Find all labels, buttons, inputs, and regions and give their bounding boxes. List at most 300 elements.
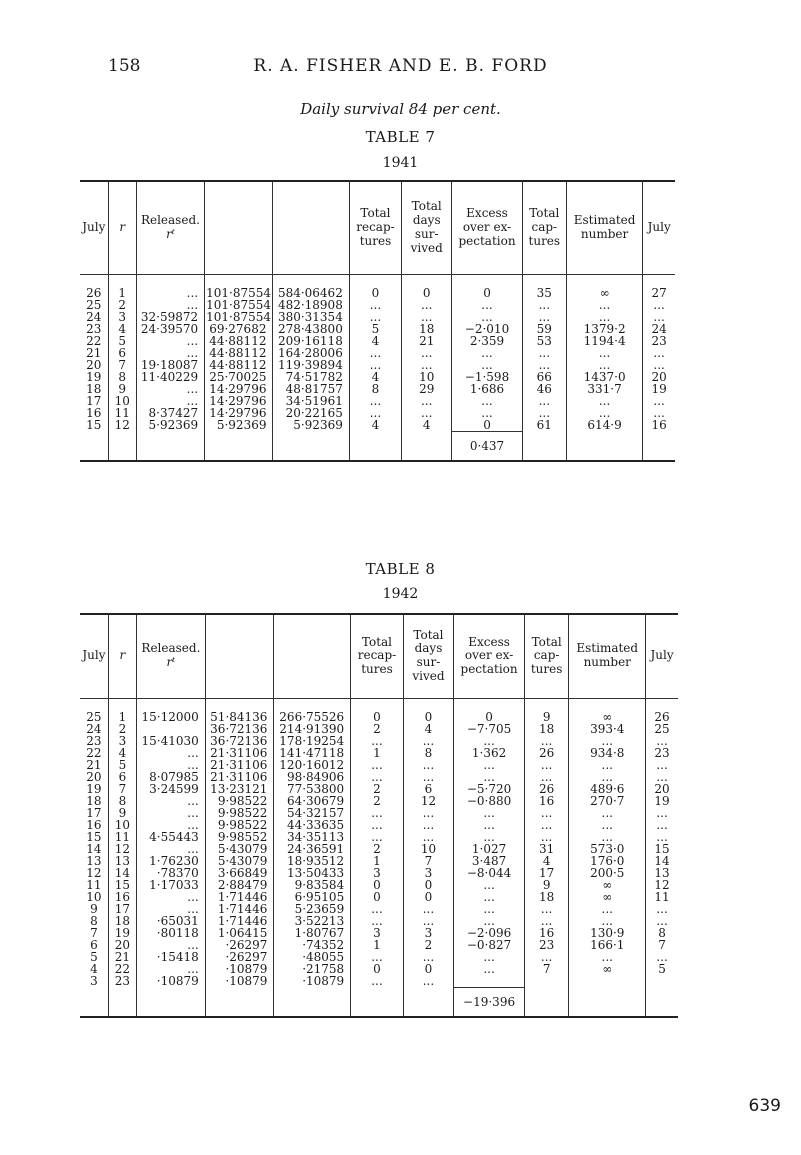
table-cell: ... [481, 345, 493, 360]
table-cell: 14 [114, 865, 131, 880]
table-cell: ... [187, 793, 199, 808]
table8-year: 1942 [382, 586, 419, 602]
table-cell: ... [481, 357, 493, 372]
table-cell: ... [369, 357, 382, 372]
table-cell: 164·28006 [277, 345, 343, 360]
table-cell: ... [540, 769, 553, 784]
table-cell: ... [420, 357, 433, 372]
table-cell: 3 [424, 925, 433, 940]
table-cell: 15 [114, 877, 131, 892]
table-cell: 22 [86, 745, 102, 760]
header-days: Total days sur-vived [402, 181, 452, 274]
column-july [80, 711, 108, 988]
table-cell: 7 [424, 853, 433, 868]
table-cell: 270·7 [590, 793, 625, 808]
table-cell: 0 [483, 285, 491, 300]
table-cell: 24·36591 [286, 841, 345, 856]
table-cell: 18 [419, 321, 435, 336]
table-cell: ... [422, 733, 435, 748]
column-est [566, 287, 642, 432]
table-cell: 7 [658, 937, 666, 952]
table-cell: 24 [651, 321, 667, 336]
table-cell: 1·686 [469, 381, 505, 396]
table-cell: 59 [536, 321, 552, 336]
empty-cell [274, 987, 351, 1017]
table-cell: 266·75526 [279, 709, 345, 724]
table-cell: 61 [536, 417, 552, 432]
table-cell: ... [369, 309, 382, 324]
table-cell: 12 [420, 793, 437, 808]
table-cell: 23 [539, 937, 555, 952]
table-cell: ... [540, 757, 553, 772]
table-cell: 18 [539, 889, 555, 904]
table-cell: 176·0 [590, 853, 625, 868]
table-cell: 101·87554 [206, 285, 272, 300]
table-cell: 9·83584 [294, 877, 345, 892]
table-cell: 5·43079 [217, 841, 268, 856]
table-cell: ... [483, 757, 495, 772]
table-cell: 16 [114, 889, 131, 904]
table-cell: 9·98552 [217, 829, 268, 844]
table-cell: ... [422, 949, 435, 964]
header-july: July [80, 614, 108, 698]
spacer-cell [205, 698, 274, 711]
table-cell: ... [538, 405, 551, 420]
table-cell: 3·24599 [149, 781, 199, 796]
table-cell: 3·66849 [217, 865, 268, 880]
table-cell: ... [483, 829, 495, 844]
table-cell: −0·880 [466, 793, 512, 808]
excess-total: 0·437 [452, 431, 522, 461]
table-cell: ... [422, 973, 435, 988]
table-cell: 16 [86, 405, 102, 420]
table-cell: ... [656, 805, 668, 820]
table-cell: 18 [114, 913, 131, 928]
table-cell: 3 [118, 733, 127, 748]
table-cell: 13 [654, 865, 670, 880]
table-cell: 2 [373, 841, 381, 856]
empty-cell [522, 431, 566, 461]
table-cell: 20 [86, 357, 102, 372]
table-cell: ... [540, 805, 553, 820]
empty-cell [566, 431, 642, 461]
table-cell: 2 [424, 937, 433, 952]
table-cell: 32·59872 [140, 309, 199, 324]
table-cell: 27 [651, 285, 667, 300]
spacer-cell [454, 698, 525, 711]
table-cell: 8 [118, 369, 127, 384]
table-cell: 11·40229 [140, 369, 199, 384]
table-cell: 21 [86, 345, 102, 360]
table-cell: ... [601, 901, 613, 916]
table-cell: 19 [86, 369, 102, 384]
table-cell: ... [187, 757, 199, 772]
table-cell: 16 [539, 793, 555, 808]
table-cell: 7 [542, 961, 551, 976]
table-cell: 20 [114, 937, 131, 952]
table-cell: 24 [86, 721, 102, 736]
table-cell: ... [540, 949, 553, 964]
table-cell: 2 [373, 781, 381, 796]
table-cell: ... [483, 805, 495, 820]
spacer-cell [646, 698, 678, 711]
table-cell: ... [481, 405, 493, 420]
empty-cell [205, 431, 273, 461]
table-cell: 9 [118, 381, 127, 396]
table-cell: ·26297 [225, 949, 268, 964]
table-cell: 10 [114, 393, 130, 408]
subtitle: Daily survival 84 per cent. [300, 100, 501, 118]
table-cell: ... [601, 769, 613, 784]
table-body-row [80, 287, 675, 432]
table-cell: ... [653, 345, 665, 360]
spacer-cell [274, 698, 351, 711]
table-cell: 25·70025 [209, 369, 267, 384]
table-cell: 23 [86, 321, 102, 336]
table-cell: 1437·0 [583, 369, 626, 384]
column-r [108, 287, 136, 432]
table-cell: 1 [118, 709, 127, 724]
table-cell: 3 [118, 309, 127, 324]
table-cell: 1 [373, 853, 381, 868]
table-cell: ... [540, 829, 553, 844]
table-cell: ... [656, 949, 668, 964]
table7-caption: TABLE 7 [365, 128, 436, 146]
table-cell: 1·362 [471, 745, 507, 760]
table-cell [138, 723, 199, 735]
spacer-cell [205, 274, 273, 287]
table-cell: ·10879 [225, 973, 268, 988]
table-cell: 2·359 [469, 333, 505, 348]
table-cell: 101·87554 [206, 297, 272, 312]
table-cell: 26 [654, 709, 670, 724]
table-cell: 12 [114, 417, 130, 432]
spacer-cell [136, 274, 204, 287]
table-cell: ... [656, 829, 668, 844]
table-cell: 8 [118, 793, 127, 808]
table-cell: 44·88112 [209, 345, 267, 360]
table-cell: 4 [118, 321, 127, 336]
column-excess [452, 287, 522, 432]
table-cell: 1·80767 [294, 925, 345, 940]
table-cell: 278·43800 [277, 321, 343, 336]
table-cell: ... [186, 285, 199, 300]
table-cell: ... [483, 733, 495, 748]
table-cell: 15 [654, 841, 670, 856]
header-r: r [108, 614, 136, 698]
table-cell: 489·6 [590, 781, 625, 796]
table-cell: ... [187, 889, 199, 904]
table-cell [647, 975, 677, 987]
column-rel [137, 711, 206, 988]
table-cell: ... [653, 393, 665, 408]
table-cell: 2 [118, 721, 127, 736]
table-cell: ... [598, 297, 611, 312]
table-cell: ... [601, 949, 613, 964]
table-cell: 11 [114, 829, 131, 844]
table-cell: 1·71446 [217, 913, 268, 928]
spacer-cell [80, 698, 108, 711]
header-excess: Excess over ex-pectation [452, 181, 522, 274]
table-cell: 9 [542, 709, 551, 724]
table-cell: 29 [419, 381, 435, 396]
table-cell: ... [598, 345, 611, 360]
table-cell: 3 [373, 925, 381, 940]
table-cell: ... [601, 757, 613, 772]
column-july2 [646, 711, 678, 988]
table-cell: 74·51782 [285, 369, 343, 384]
table-cell: ... [186, 381, 199, 396]
table-cell: 14·29796 [209, 393, 267, 408]
header-blank-b [273, 181, 349, 274]
spacer-cell [522, 274, 566, 287]
header-blank-a [205, 614, 274, 698]
table-cell: 1379·2 [583, 321, 626, 336]
table-cell: ... [369, 405, 382, 420]
table-cell: 24·39570 [140, 321, 199, 336]
table-cell: 4 [542, 853, 551, 868]
table-cell: 0 [373, 961, 381, 976]
table-cell: 31 [539, 841, 555, 856]
table-cell: 53 [536, 333, 552, 348]
table-cell: 17 [86, 805, 102, 820]
table-cell: 1·17033 [149, 877, 199, 892]
table-cell: ... [371, 949, 383, 964]
table-cell: 0 [371, 285, 380, 300]
table-cell: 380·31354 [277, 309, 343, 324]
table-cell: ... [187, 817, 199, 832]
table-cell: 4 [371, 333, 380, 348]
table-cell: 3·487 [471, 853, 507, 868]
table-cell: 26 [539, 781, 555, 796]
table-cell: 0 [424, 709, 433, 724]
table-cell: ... [656, 757, 668, 772]
table-cell: ... [422, 817, 435, 832]
table-cell: 44·88112 [209, 333, 267, 348]
table-cell: 5 [118, 333, 127, 348]
table-cell: ... [369, 393, 382, 408]
table-cell: ... [422, 913, 435, 928]
table-cell: 25 [654, 721, 670, 736]
table-cell: 4·55443 [149, 829, 199, 844]
table-cell: ... [598, 405, 611, 420]
column-recap [351, 711, 404, 988]
table-cell: 21·31106 [210, 757, 268, 772]
table-cell: ... [538, 393, 551, 408]
table-cell: 19 [651, 381, 667, 396]
table-cell: ... [420, 297, 433, 312]
table-cell: 21·31106 [210, 769, 268, 784]
header-released: Released. rᵗ [136, 181, 204, 274]
table-cell: ... [483, 901, 495, 916]
table-cell: 16 [539, 925, 555, 940]
table-cell: 20 [86, 769, 102, 784]
table-cell: 0 [373, 889, 381, 904]
header-blank-a [205, 181, 273, 274]
table-cell: 14 [654, 853, 670, 868]
table-cell: ·10879 [302, 973, 345, 988]
table-cell: ∞ [602, 709, 613, 724]
page-number: 158 [108, 56, 141, 76]
table-cell: 3 [373, 865, 381, 880]
table-cell: −2·010 [464, 321, 510, 336]
table-cell: 66 [536, 369, 552, 384]
table-cell: 482·18908 [277, 297, 343, 312]
table-cell: −8·044 [466, 865, 512, 880]
table-cell: 0 [424, 877, 433, 892]
table-cell: ... [481, 297, 493, 312]
table-cell: ... [598, 393, 611, 408]
table-cell: ... [420, 405, 433, 420]
table-cell: 77·53800 [286, 781, 345, 796]
table-cell: 35 [536, 285, 552, 300]
excess-total-row [80, 987, 678, 1017]
table-cell: 2 [118, 297, 127, 312]
table-cell: 64·30679 [286, 793, 345, 808]
table-cell: ... [483, 913, 495, 928]
table-cell: ∞ [602, 961, 613, 976]
table-cell: 1·027 [471, 841, 507, 856]
table-cell: ... [371, 817, 383, 832]
table-cell: ... [371, 757, 383, 772]
table-cell: ... [538, 357, 551, 372]
table-cell: ... [187, 901, 199, 916]
table-cell: −0·827 [466, 937, 512, 952]
table-cell: 4 [371, 369, 380, 384]
table-cell: 22 [114, 961, 131, 976]
table-cell: ... [601, 829, 613, 844]
table-cell: ... [483, 961, 495, 976]
table-cell: 10 [420, 841, 437, 856]
spacer-cell [402, 274, 452, 287]
table-cell: ... [483, 817, 495, 832]
table-cell: ... [656, 901, 668, 916]
table-cell [455, 975, 523, 987]
table-cell: 23 [86, 733, 102, 748]
table-cell: ... [538, 297, 551, 312]
table-cell: 48·81757 [285, 381, 343, 396]
table-cell: 0 [422, 285, 431, 300]
table-cell: ... [601, 805, 613, 820]
table-cell: 15·12000 [141, 709, 199, 724]
table-cell: 36·72136 [210, 721, 268, 736]
header-excess: Excess over ex-pectation [454, 614, 525, 698]
table-cell: 4 [118, 745, 127, 760]
table-cell: 1·71446 [217, 889, 268, 904]
table-cell: 26 [539, 745, 555, 760]
table-cell: ... [371, 901, 383, 916]
table-cell: 2 [373, 793, 381, 808]
table-cell: 0 [373, 709, 381, 724]
table-cell: 3 [90, 973, 98, 988]
table-cell: ... [540, 913, 553, 928]
table-cell: 7 [118, 781, 127, 796]
table-cell: 20·22165 [285, 405, 343, 420]
table-cell: 26 [86, 285, 102, 300]
table-cell: 46 [536, 381, 552, 396]
spacer-cell [137, 698, 206, 711]
table-cell: ... [601, 817, 613, 832]
table-cell: ... [420, 393, 433, 408]
table-cell: 9 [542, 877, 551, 892]
table8-caption: TABLE 8 [365, 560, 436, 578]
table-body-row [80, 711, 678, 988]
table-cell: 23 [651, 333, 667, 348]
table-cell: 5 [658, 961, 666, 976]
table-cell: 21 [114, 949, 131, 964]
table-cell: 15 [86, 417, 102, 432]
spacer-cell [351, 698, 404, 711]
empty-cell [137, 987, 206, 1017]
table-cell: −2·096 [466, 925, 512, 940]
column-b [273, 287, 349, 432]
table-cell [526, 975, 567, 987]
table-cell: ∞ [599, 285, 610, 300]
table-cell: ... [420, 309, 433, 324]
table-cell: 9·98522 [217, 805, 268, 820]
table-cell: ... [187, 805, 199, 820]
table-cell: 13 [86, 853, 102, 868]
column-capt [522, 287, 566, 432]
column-a [205, 287, 273, 432]
table-cell: 2·88479 [217, 877, 268, 892]
table-cell: 14 [86, 841, 102, 856]
table-cell: 3 [424, 865, 433, 880]
table-cell: 5 [90, 949, 98, 964]
table-cell: 6 [90, 937, 98, 952]
table-cell: ... [656, 769, 668, 784]
table-cell: 15 [86, 829, 102, 844]
table-cell: 6 [118, 769, 127, 784]
empty-cell [136, 431, 204, 461]
table-cell: 130·9 [590, 925, 625, 940]
empty-cell [569, 987, 646, 1017]
spacer-row [80, 274, 675, 287]
header-captures: Total cap-tures [524, 614, 568, 698]
spacer-cell [108, 274, 136, 287]
table-cell: 15·41030 [141, 733, 199, 748]
table-cell: 1 [118, 285, 127, 300]
header-recaptures: Total recap-tures [351, 614, 404, 698]
header-recaptures: Total recap-tures [349, 181, 401, 274]
table-cell: 18·93512 [286, 853, 345, 868]
table-cell: ... [540, 817, 553, 832]
table-cell: 209·16118 [277, 333, 343, 348]
table-cell: ... [369, 345, 382, 360]
table-cell: 9·98522 [217, 793, 268, 808]
table-cell: ... [598, 309, 611, 324]
table-cell: 934·8 [590, 745, 625, 760]
table-cell: ... [483, 889, 495, 904]
table-cell: ·74352 [302, 937, 345, 952]
table-cell: 8 [658, 925, 666, 940]
table-cell: ... [186, 393, 199, 408]
empty-cell [349, 431, 401, 461]
table-cell: 0 [373, 877, 381, 892]
table-cell: 6 [424, 781, 433, 796]
table-cell: 8·07985 [149, 769, 199, 784]
table-cell: 54·32157 [286, 805, 345, 820]
table-cell: 13·23121 [210, 781, 268, 796]
table-cell: 21·31106 [210, 745, 268, 760]
table-cell: ... [540, 733, 553, 748]
table-cell: −1·598 [464, 369, 510, 384]
table-cell: ... [653, 357, 665, 372]
table-cell: 4 [422, 417, 431, 432]
table-cell: 19 [86, 781, 102, 796]
header-days: Total days sur-vived [403, 614, 454, 698]
empty-cell [205, 987, 274, 1017]
